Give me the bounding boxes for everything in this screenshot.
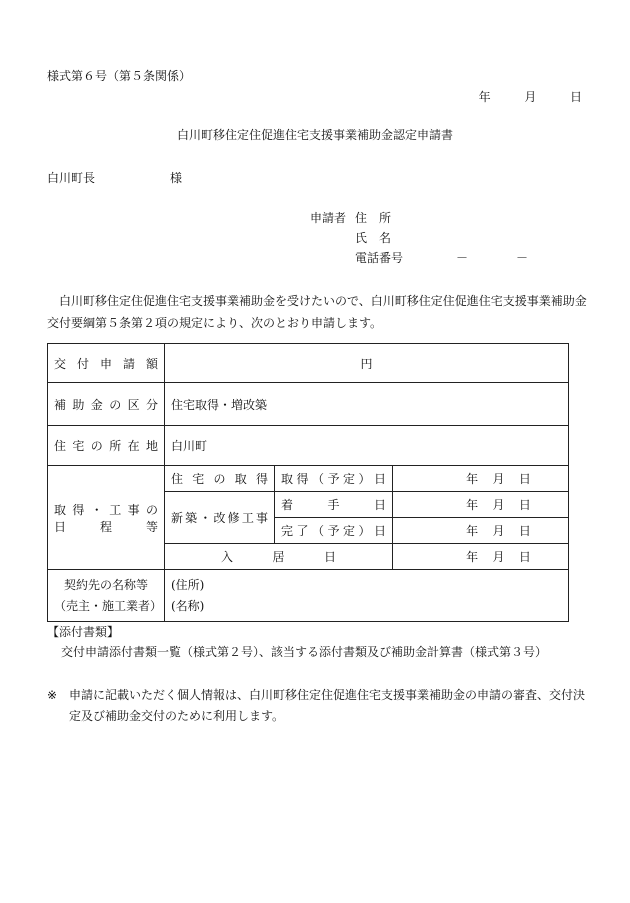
phone-separator-1: － [456, 251, 469, 265]
amount-unit: 円 [165, 344, 569, 383]
ymd-month: 月 [492, 472, 505, 486]
start-date-value [393, 492, 569, 518]
table-row [48, 570, 569, 622]
form-number: 様式第６号（第５条関係） [47, 69, 192, 83]
addressee [47, 169, 183, 186]
acquire-label: 住宅の取得 [165, 466, 275, 492]
ymd-month: 月 [492, 498, 505, 512]
start-label: 着手日 [275, 492, 393, 518]
contract-value [165, 570, 569, 622]
ymd-day: 日 [518, 472, 531, 486]
note-mark: ※ [47, 688, 58, 702]
applicant-phone-label: 電話番号 [355, 251, 404, 265]
table-row [48, 383, 569, 426]
acquire-date-label: 取得（予定）日 [275, 466, 393, 492]
ymd-year: 年 [466, 524, 479, 538]
category-value: 住宅取得・増改築 [165, 383, 569, 426]
ymd-year: 年 [466, 472, 479, 486]
ymd-month: 月 [492, 550, 505, 564]
ymd-month: 月 [492, 524, 505, 538]
location-label: 住宅の所在地 [48, 426, 165, 466]
ymd-year: 年 [466, 498, 479, 512]
document-title: 白川町移住定住促進住宅支援事業補助金認定申請書 [176, 128, 453, 142]
application-table [47, 343, 569, 622]
movein-date-value [393, 544, 569, 570]
category-label: 補助金の区分 [48, 383, 165, 426]
application-statement: 白川町移住定住促進住宅支援事業補助金を受けたいので、白川町移住定住促進住宅支援事業補助金交付要綱第５条第２項の規定により、次のとおり申請します。 [47, 294, 587, 330]
schedule-label [48, 466, 165, 570]
date-day-label: 日 [569, 90, 582, 104]
ymd-year: 年 [466, 550, 479, 564]
ymd-day: 日 [518, 550, 531, 564]
table-row [48, 344, 569, 383]
addressee-honorific: 様 [170, 171, 183, 185]
schedule-label-line1: 取得・工事の [54, 502, 158, 517]
contract-label-line1: 契約先の名称等 [63, 577, 148, 592]
date-month-label: 月 [524, 90, 537, 104]
ymd-day: 日 [518, 498, 531, 512]
complete-date-value [393, 518, 569, 544]
attachments-text: 交付申請添付書類一覧（様式第２号）、該当する添付書類及び補助金計算書（様式第３号） [61, 645, 548, 659]
attachments-heading: 【添付書類】 [47, 625, 120, 639]
ymd-day: 日 [518, 524, 531, 538]
phone-separator-2: － [516, 251, 529, 265]
applicant-name-label: 氏 名 [355, 231, 392, 245]
table-row [48, 466, 569, 492]
date-year-label: 年 [478, 90, 491, 104]
applicant-label: 申請者 [310, 211, 347, 225]
submission-date [479, 88, 582, 105]
contract-name-label: (名称) [171, 598, 205, 613]
contract-address-label: (住所) [171, 577, 205, 592]
construction-label: 新築・改修工事 [165, 492, 275, 544]
amount-label: 交付申請額 [48, 344, 165, 383]
location-value: 白川町 [165, 426, 569, 466]
contract-label-line2: （売主・施工業者） [54, 598, 163, 613]
complete-label: 完了（予定）日 [275, 518, 393, 544]
table-row [48, 426, 569, 466]
addressee-name: 白川町長 [47, 171, 96, 185]
movein-label-text: 入居日 [221, 550, 336, 564]
applicant-block [310, 209, 529, 269]
schedule-label-line2: 日程等 [54, 519, 158, 534]
applicant-address-label: 住 所 [355, 211, 392, 225]
contract-label [48, 570, 165, 622]
note-text: 申請に記載いただく個人情報は、白川町移住定住促進住宅支援事業補助金の申請の審査、交付決定及び補助金交付のために利用します。 [69, 688, 586, 723]
movein-label [165, 544, 393, 570]
privacy-note [47, 685, 592, 727]
acquire-date-value [393, 466, 569, 492]
